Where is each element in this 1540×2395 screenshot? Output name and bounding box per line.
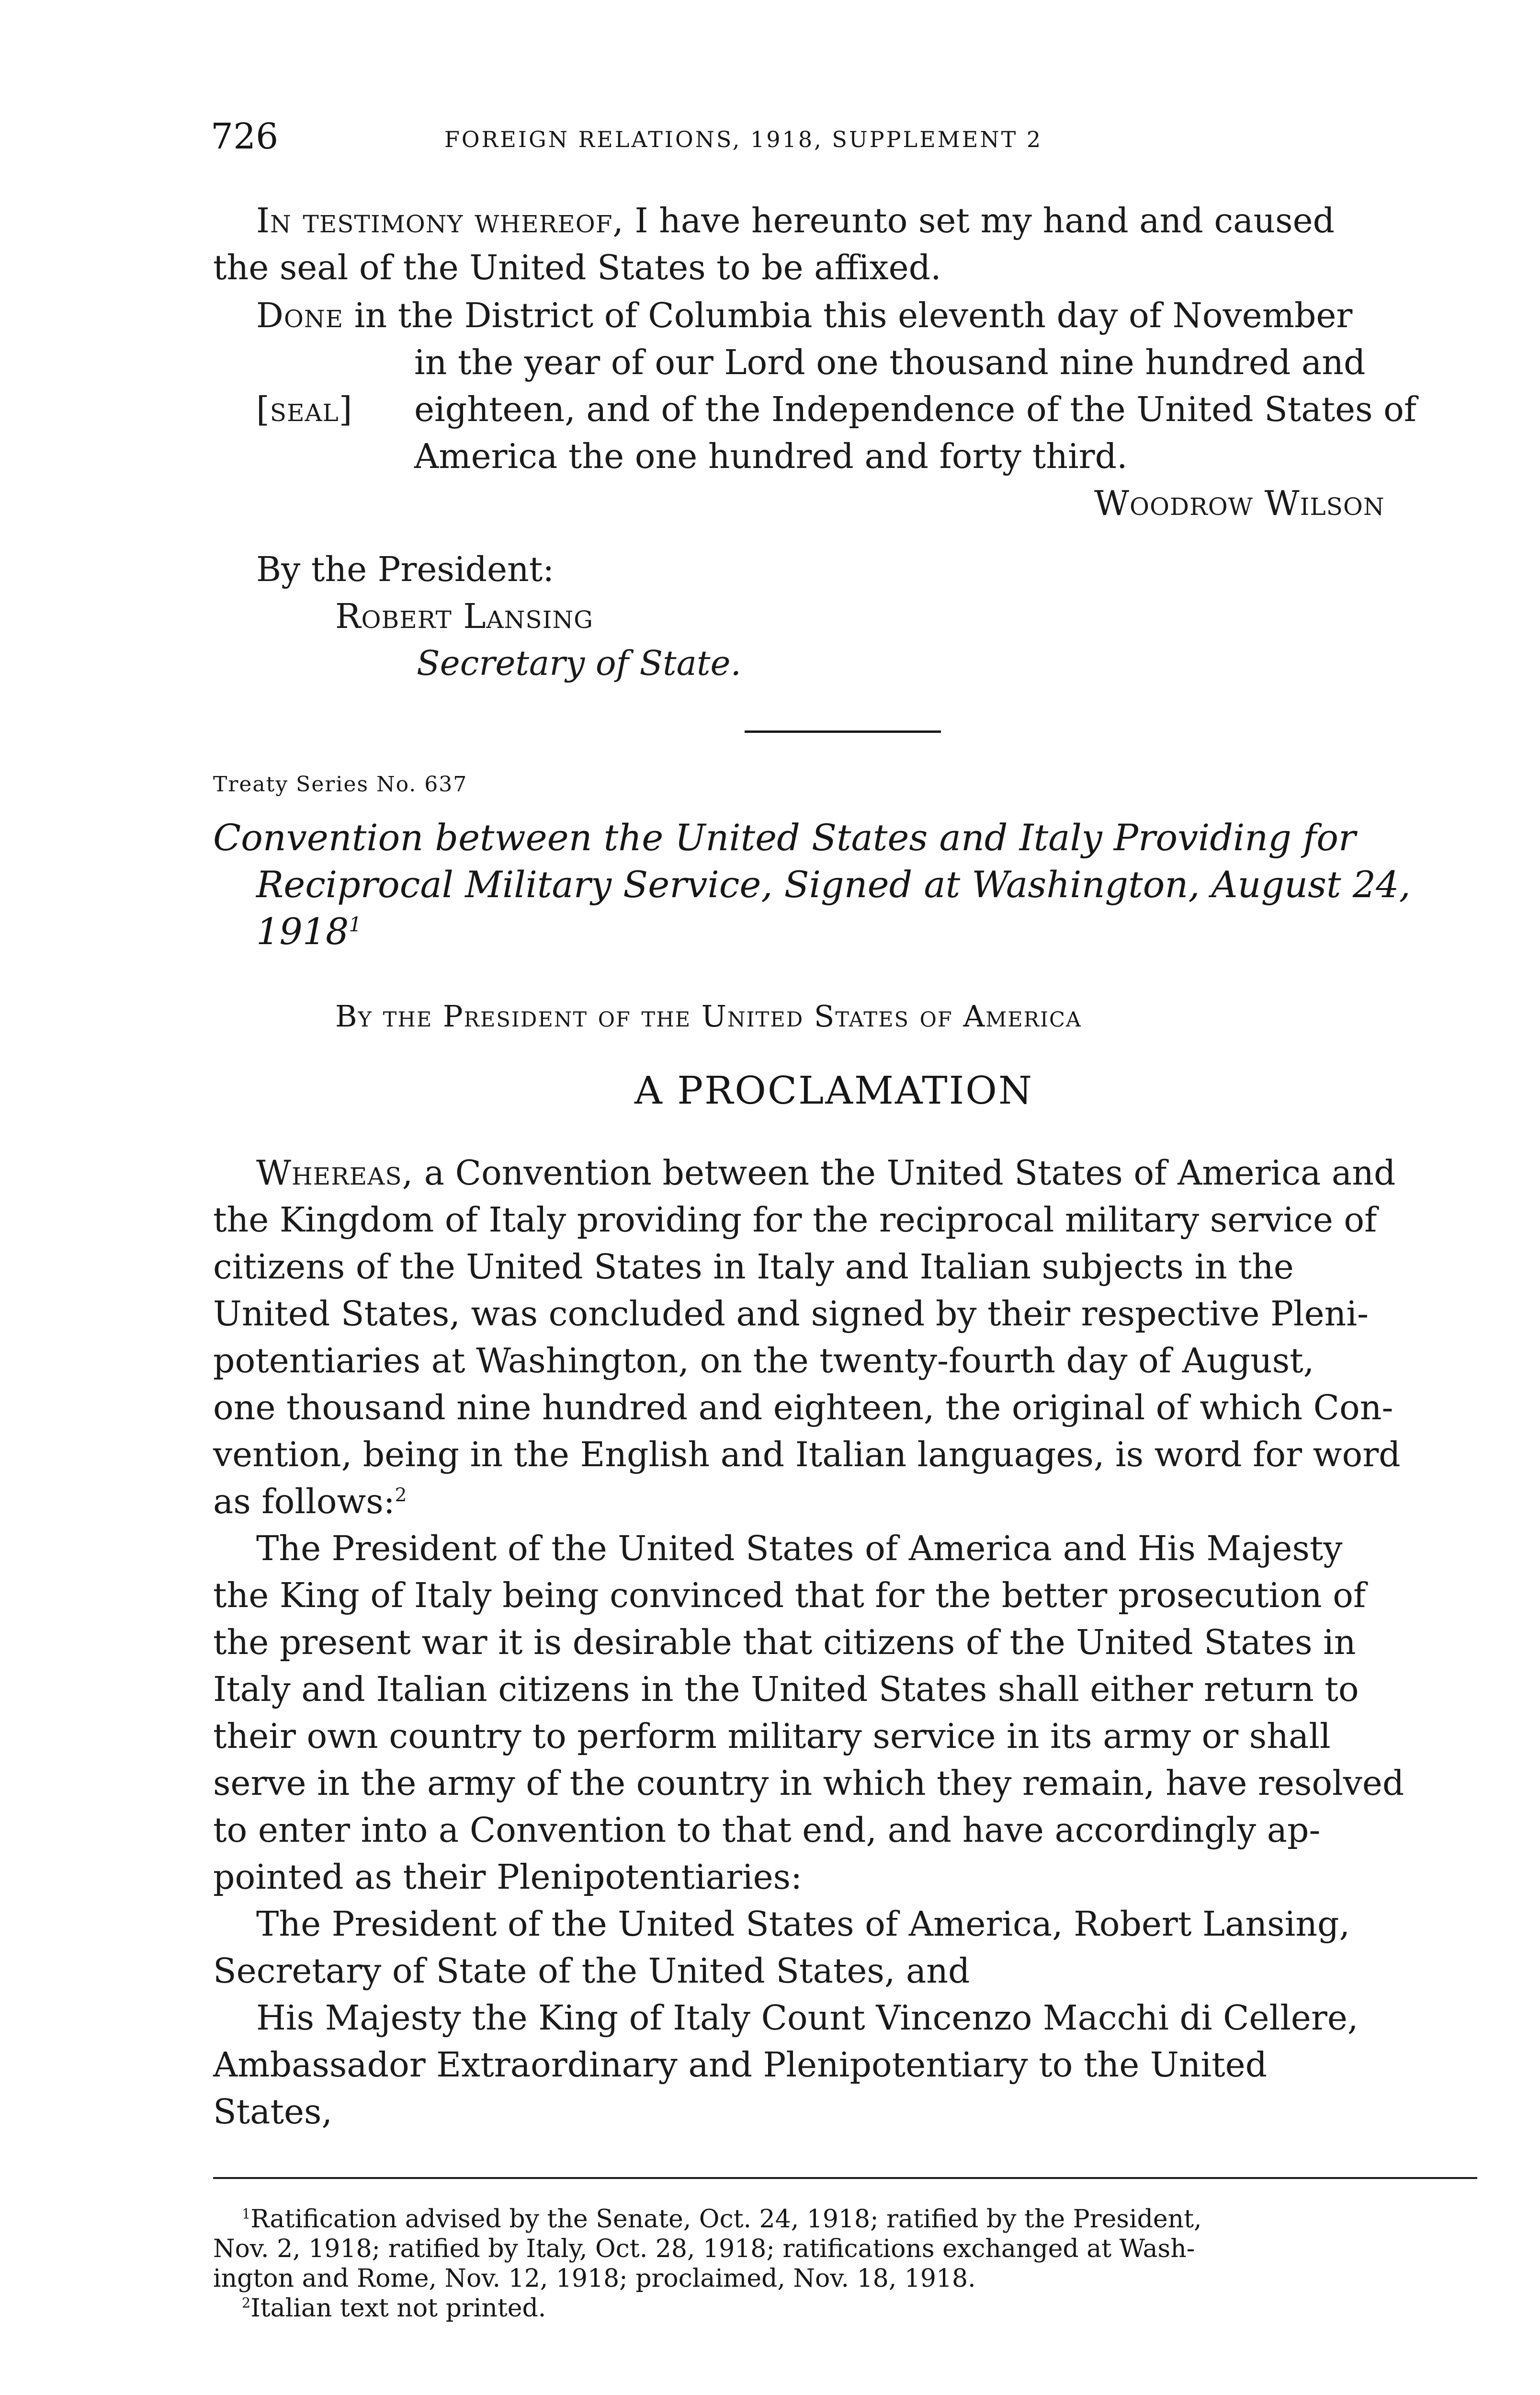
testimony-lead: In testimony whereof, bbox=[256, 201, 624, 240]
by-president-heading: By the President of the United States of America bbox=[335, 999, 1082, 1034]
para2-line-4: Italy and Italian citizens in the United States shall either return to bbox=[213, 1669, 1359, 1709]
done-lead: Done bbox=[256, 296, 344, 335]
convention-title-line-3 bbox=[256, 908, 362, 955]
done-line-3: eighteen, and of the Independence of the United States of bbox=[414, 389, 1417, 429]
footnote-2-mark: 2 bbox=[242, 2294, 251, 2311]
para2-line-6: serve in the army of the country in which they remain, have resolved bbox=[213, 1763, 1404, 1803]
para2-line-7: to enter into a Convention to that end, and have accordingly ap- bbox=[213, 1810, 1321, 1850]
para2-line-8: pointed as their Plenipotentiaries: bbox=[213, 1857, 803, 1897]
done-line-2: in the year of our Lord one thousand nine hundred and bbox=[414, 342, 1366, 382]
testimony-line-2: the seal of the United States to be affixed. bbox=[213, 248, 941, 287]
done-line-1-text: in the District of Columbia this eleventh day of November bbox=[343, 296, 1353, 335]
testimony-line-1-text: I have hereunto set my hand and caused bbox=[623, 201, 1335, 240]
proclamation-heading: A PROCLAMATION bbox=[634, 1068, 1033, 1113]
attestation-title: Secretary of State. bbox=[417, 643, 742, 683]
para3-line-2: Secretary of State of the United States, and bbox=[213, 1951, 970, 1991]
attestation-name: Robert Lansing bbox=[335, 596, 594, 636]
footnote-ref-2: 2 bbox=[395, 1484, 407, 1506]
footnote-rule bbox=[213, 2177, 1477, 2179]
para4-line-1: His Majesty the King of Italy Count Vincenzo Macchi di Cellere, bbox=[256, 1998, 1359, 2038]
convention-title-year: 1918 bbox=[256, 910, 349, 953]
para4-line-3: States, bbox=[213, 2092, 333, 2132]
para3-line-1: The President of the United States of America, Robert Lansing, bbox=[256, 1904, 1350, 1944]
whereas-line-4: United States, was concluded and signed by their respective Pleni- bbox=[213, 1294, 1369, 1334]
whereas-lead: Whereas, bbox=[256, 1153, 414, 1193]
convention-title-line-2: Reciprocal Military Service, Signed at Washington, August 24, bbox=[256, 863, 1411, 906]
whereas-line-1 bbox=[256, 1150, 1395, 1197]
footnote-ref-1: 1 bbox=[349, 912, 362, 936]
para2-line-3: the present war it is desirable that citizens of the United States in bbox=[213, 1622, 1356, 1662]
whereas-line-3: citizens of the United States in Italy and Italian subjects in the bbox=[213, 1247, 1294, 1287]
footnote-1-line-2: Nov. 2, 1918; ratified by Italy, Oct. 28, 1918; ratifications exchanged at Wash- bbox=[213, 2235, 1195, 2263]
footnote-1-line-3: ington and Rome, Nov. 12, 1918; proclaimed, Nov. 18, 1918. bbox=[213, 2264, 976, 2293]
done-line-1 bbox=[256, 292, 1352, 339]
page-number: 726 bbox=[211, 116, 279, 157]
seal-mark: [seal] bbox=[256, 389, 353, 429]
signature-woodrow-wilson: Woodrow Wilson bbox=[1094, 483, 1385, 523]
footnote-1-line-1 bbox=[242, 2204, 1202, 2234]
attestation-by: By the President: bbox=[256, 549, 555, 589]
section-divider bbox=[745, 730, 941, 733]
para2-line-2: the King of Italy being convinced that for the better prosecution of bbox=[213, 1575, 1366, 1615]
footnote-2 bbox=[242, 2293, 546, 2323]
footnote-1-text-1: Ratification advised by the Senate, Oct. 24, 1918; ratified by the President, bbox=[250, 2205, 1202, 2234]
treaty-series-label: Treaty Series No. 637 bbox=[213, 772, 468, 797]
para2-line-1: The President of the United States of America and His Majesty bbox=[256, 1528, 1343, 1568]
running-head: FOREIGN RELATIONS, 1918, SUPPLEMENT 2 bbox=[444, 126, 1043, 152]
para2-line-5: their own country to perform military service in its army or shall bbox=[213, 1716, 1331, 1756]
whereas-line-2: the Kingdom of Italy providing for the reciprocal military service of bbox=[213, 1200, 1377, 1240]
whereas-line-1-text: a Convention between the United States of America and bbox=[413, 1153, 1396, 1193]
para4-line-2: Ambassador Extraordinary and Plenipotentiary to the United bbox=[213, 2045, 1268, 2085]
footnote-1-mark: 1 bbox=[242, 2205, 251, 2222]
convention-title-line-1: Convention between the United States and Italy Providing for bbox=[213, 816, 1356, 859]
testimony-line-1 bbox=[256, 197, 1335, 244]
footnote-2-text: Italian text not printed. bbox=[250, 2294, 546, 2323]
whereas-line-5: potentiaries at Washington, on the twenty-fourth day of August, bbox=[213, 1341, 1314, 1380]
done-line-4: America the one hundred and forty third. bbox=[414, 436, 1128, 476]
whereas-line-6: one thousand nine hundred and eighteen, the original of which Con- bbox=[213, 1388, 1393, 1427]
whereas-line-8-text: as follows: bbox=[213, 1482, 395, 1521]
whereas-line-7: vention, being in the English and Italian languages, is word for word bbox=[213, 1435, 1401, 1474]
whereas-line-8 bbox=[213, 1478, 407, 1525]
